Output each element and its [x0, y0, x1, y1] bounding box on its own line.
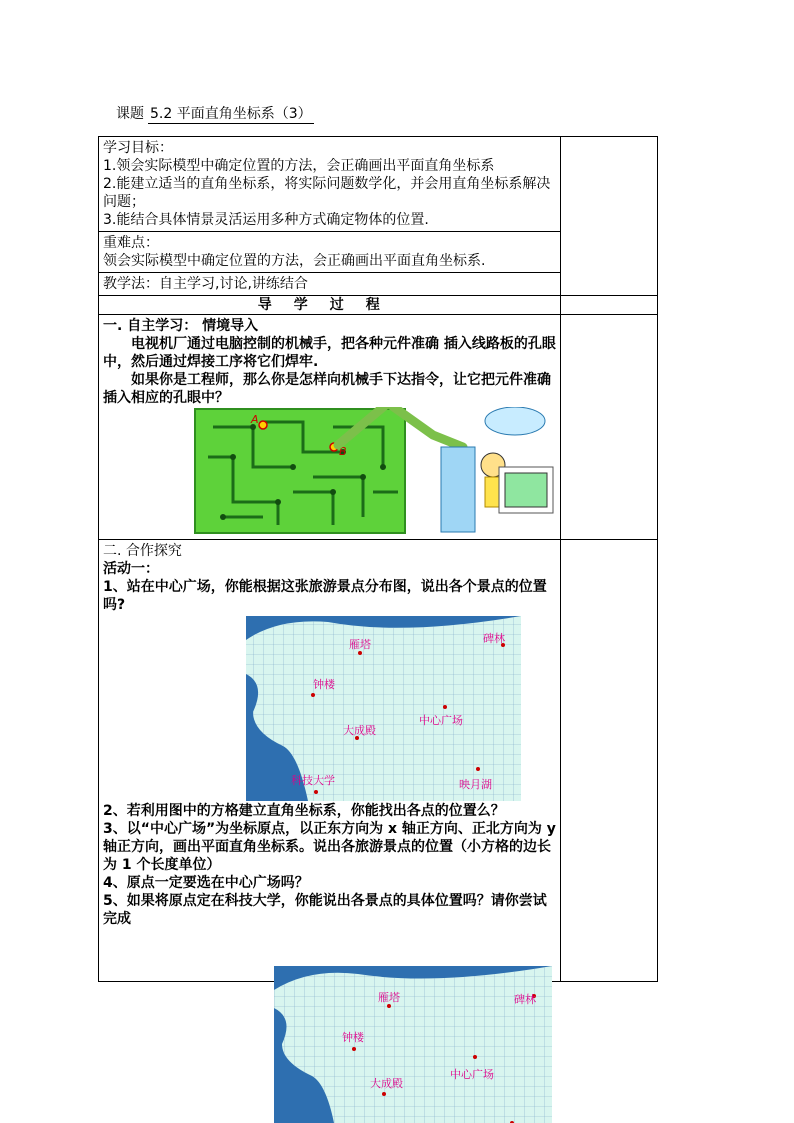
- lesson-plan-table: [98, 136, 658, 982]
- section1-title: 一. 自主学习： 情境导入: [103, 318, 259, 334]
- objective-item: 1.领会实际模型中确定位置的方法，会正确画出平面直角坐标系: [103, 158, 495, 174]
- pcb-label-a: A: [251, 413, 259, 426]
- pcb-label-b: B: [339, 445, 347, 458]
- map2-place-label: 钟楼: [342, 1031, 364, 1044]
- map-place-label: 大成殿: [343, 724, 376, 737]
- map-place-label: 中心广场: [419, 714, 463, 727]
- objectives-cell: [99, 137, 561, 232]
- map2-place-label: 雁塔: [378, 991, 400, 1004]
- process-side-cell: [561, 296, 658, 315]
- course-name: 5.2 平面直角坐标系（3）: [150, 106, 312, 122]
- question-3: 3、以“中心广场”为坐标原点，以正东方向为 x 轴正方向、正北方向为 y 轴正方向，画出平面直角坐标系。说出各旅游景点的位置（小方格的边长为 1 个长度单位）: [103, 821, 556, 873]
- map-place-label: 钟楼: [313, 678, 335, 691]
- title-prefix: 课题: [116, 106, 144, 122]
- map2-place-label: 碑林: [514, 993, 536, 1006]
- section1-side-cell: [561, 315, 658, 540]
- method-cell: 教学法：自主学习,讨论,讲练结合: [99, 273, 561, 296]
- section2-side-cell: [561, 540, 658, 982]
- question-1: 1、站在中心广场，你能根据这张旅游景点分布图，说出各个景点的位置吗?: [103, 579, 547, 613]
- process-heading: 导学过程: [99, 296, 561, 315]
- activity-label: 活动一：: [103, 561, 159, 577]
- key-points-text: 领会实际模型中确定位置的方法，会正确画出平面直角坐标系.: [103, 253, 486, 269]
- scenic-map-2: [274, 966, 552, 1123]
- map-place-label: 科技大学: [291, 774, 335, 787]
- pcb-illustration: [103, 407, 556, 537]
- section1-paragraph-2: 如果你是工程师，那么你是怎样向机械手下达指令，让它把元件准确插入相应的孔眼中？: [103, 372, 551, 406]
- map-place-label: 碑林: [483, 632, 505, 645]
- map-place-label: 映月湖: [459, 778, 492, 791]
- key-points-cell: [99, 232, 561, 273]
- section1-cell: [99, 315, 561, 540]
- circuit-board-image: [103, 407, 558, 537]
- map2-place-label: 中心广场: [450, 1068, 494, 1081]
- section2-title: 二. 合作探究: [103, 543, 182, 559]
- scenic-map-1: [103, 614, 556, 802]
- objective-item: 3.能结合具体情景灵活运用多种方式确定物体的位置.: [103, 212, 429, 228]
- objective-item: 2.能建立适当的直角坐标系，将实际问题数学化，并会用直角坐标系解决问题；: [103, 176, 551, 210]
- section1-paragraph-1: 电视机厂通过电脑控制的机械手，把各种元件准确 插入线路板的孔眼中，然后通过焊接工序将它们焊牢.: [103, 336, 556, 370]
- scenic-map-svg-1: [103, 614, 558, 802]
- objectives-heading: 学习目标：: [103, 140, 173, 156]
- section2-cell: [99, 540, 561, 982]
- question-5: 5、如果将原点定在科技大学，你能说出各景点的具体位置吗？请你尝试完成: [103, 893, 547, 927]
- map2-place-label: 大成殿: [370, 1077, 403, 1090]
- key-points-heading: 重难点：: [103, 235, 159, 251]
- map-place-label: 雁塔: [349, 638, 371, 651]
- question-2: 2、若利用图中的方格建立直角坐标系，你能找出各点的位置么？: [103, 803, 505, 819]
- lesson-title: [116, 103, 314, 123]
- side-notes-cell: [561, 137, 658, 296]
- question-4: 4、原点一定要选在中心广场吗？: [103, 875, 309, 891]
